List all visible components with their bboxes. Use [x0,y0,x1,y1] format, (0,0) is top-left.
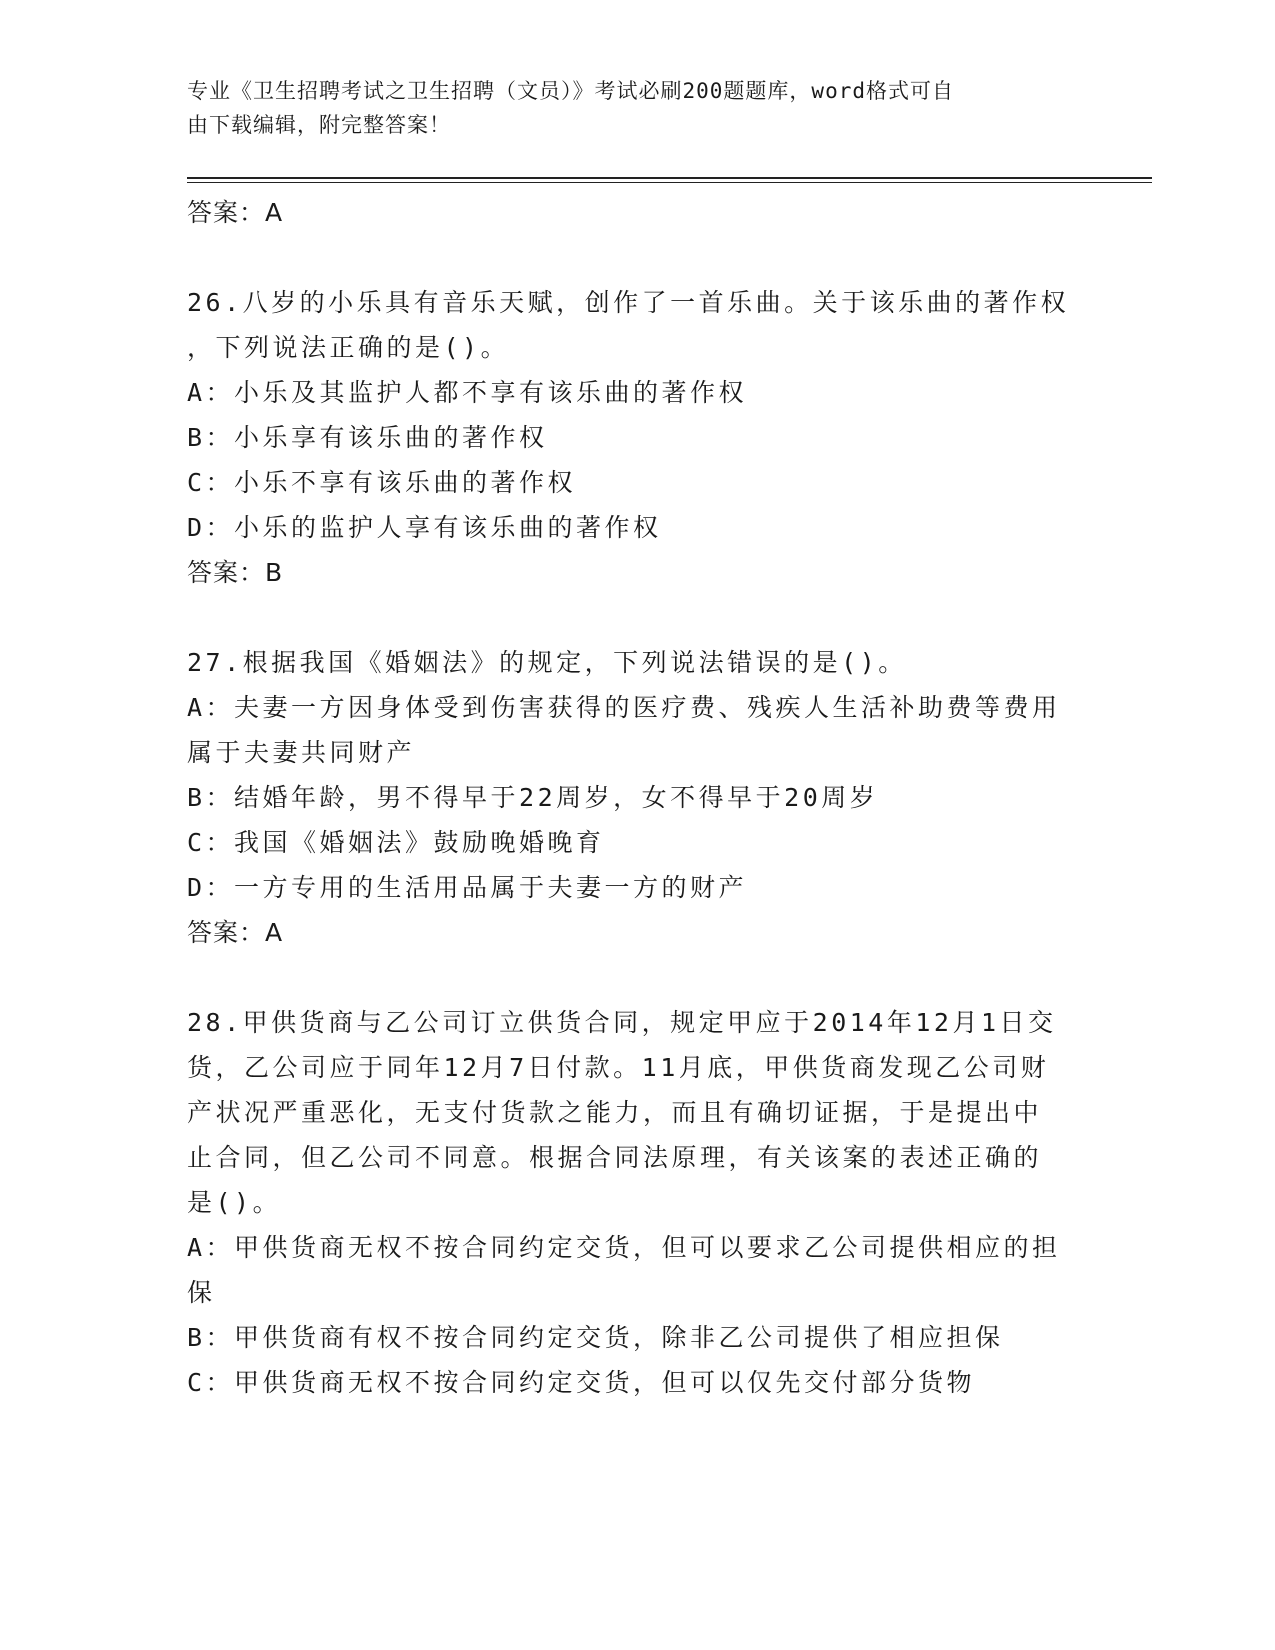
option-a-continued: 属于夫妻共同财产 [187,738,416,767]
option-a: A：夫妻一方因身体受到伤害获得的医疗费、残疾人生活补助费等费用 [187,693,1061,722]
question-stem: 止合同，但乙公司不同意。根据合同法原理，有关该案的表述正确的 [187,1143,1043,1172]
spacer [187,595,1087,640]
question-stem: 产状况严重恶化，无支付货款之能力，而且有确切证据，于是提出中 [187,1098,1043,1127]
header-rule-thick [187,177,1152,179]
header-line-1: 专业《卫生招聘考试之卫生招聘（文员）》考试必刷200题题库，word格式可自 [187,79,954,103]
document-body [187,190,1087,1405]
question-stem: 28.甲供货商与乙公司订立供货合同，规定甲应于2014年12月1日交 [187,1008,1057,1037]
option-b: B：小乐享有该乐曲的著作权 [187,423,548,452]
option-c: C：小乐不享有该乐曲的著作权 [187,468,577,497]
option-a: A：小乐及其监护人都不享有该乐曲的著作权 [187,378,748,407]
page-header [187,74,1067,142]
option-d: D：小乐的监护人享有该乐曲的著作权 [187,513,662,542]
question-stem: 26.八岁的小乐具有音乐天赋，创作了一首乐曲。关于该乐曲的著作权 [187,288,1070,317]
question-26 [187,280,1087,595]
answer: 答案：B [187,558,284,587]
option-c: C：甲供货商无权不按合同约定交货，但可以仅先交付部分货物 [187,1368,976,1397]
option-b: B：结婚年龄，男不得早于22周岁，女不得早于20周岁 [187,783,879,812]
answer-25: 答案：A [187,198,284,227]
question-stem: 27.根据我国《婚姻法》的规定，下列说法错误的是()。 [187,648,907,677]
answer: 答案：A [187,918,284,947]
option-a: A：甲供货商无权不按合同约定交货，但可以要求乙公司提供相应的担 [187,1233,1061,1262]
question-stem: ，下列说法正确的是()。 [187,333,510,362]
header-line-2: 由下载编辑，附完整答案！ [187,113,451,137]
question-stem: 是()。 [187,1188,282,1217]
header-rule-thin [187,182,1152,183]
question-28 [187,1000,1087,1405]
spacer [187,955,1087,1000]
option-c: C：我国《婚姻法》鼓励晚婚晚育 [187,828,605,857]
question-stem: 货，乙公司应于同年12月7日付款。11月底，甲供货商发现乙公司财 [187,1053,1050,1082]
option-b: B：甲供货商有权不按合同约定交货，除非乙公司提供了相应担保 [187,1323,1004,1352]
option-a-continued: 保 [187,1278,216,1307]
question-27 [187,640,1087,955]
option-d: D：一方专用的生活用品属于夫妻一方的财产 [187,873,748,902]
spacer [187,235,1087,280]
